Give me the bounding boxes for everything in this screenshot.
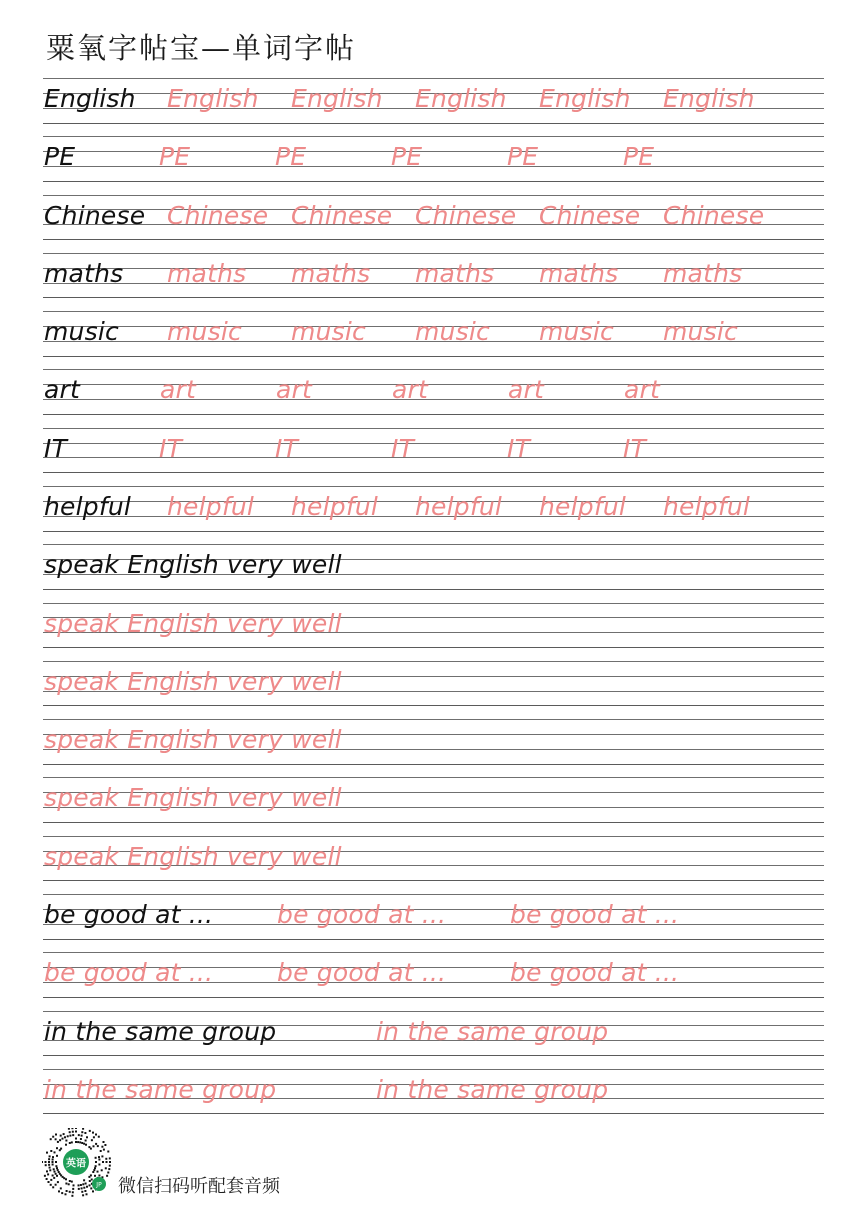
- guide-line: [43, 311, 824, 312]
- model-word: English: [44, 84, 136, 113]
- model-word: PE: [44, 142, 76, 172]
- guide-line: [43, 1011, 824, 1012]
- practice-row: [43, 836, 824, 881]
- model-word: be good at ...: [44, 899, 214, 929]
- guide-line: [43, 428, 824, 429]
- trace-word: Chinese: [663, 200, 765, 230]
- trace-word: IT: [159, 433, 183, 463]
- trace-word: IT: [623, 433, 647, 463]
- trace-word: Chinese: [539, 200, 641, 230]
- model-word: speak English very well: [44, 550, 342, 580]
- guide-line: [43, 589, 824, 590]
- model-word: art: [44, 375, 81, 405]
- guide-line: [43, 486, 824, 487]
- practice-row: [43, 603, 824, 648]
- practice-row: [43, 777, 824, 822]
- trace-word: music: [415, 317, 490, 347]
- guide-line: [43, 414, 824, 415]
- trace-word: maths: [663, 258, 743, 288]
- guide-line: [43, 880, 824, 881]
- trace-word: art: [160, 375, 197, 405]
- practice-row: [43, 894, 824, 939]
- guide-line: [43, 764, 824, 765]
- practice-row: [43, 719, 824, 764]
- trace-word: Chinese: [291, 200, 393, 230]
- guide-line: [43, 1055, 824, 1056]
- guide-line: [43, 997, 824, 998]
- trace-word: music: [291, 317, 366, 347]
- guide-line: [43, 123, 824, 124]
- trace-word: helpful: [415, 491, 503, 521]
- trace-word: Chinese: [415, 200, 517, 230]
- model-word: IT: [44, 433, 68, 463]
- trace-word: be good at ...: [510, 958, 680, 988]
- trace-word: be good at ...: [277, 958, 447, 988]
- trace-word: be good at ...: [510, 899, 680, 929]
- qr-code-icon[interactable]: [42, 1128, 114, 1200]
- practice-row: [43, 1011, 824, 1056]
- model-word: music: [44, 317, 119, 347]
- guide-line: [43, 894, 824, 895]
- trace-word: in the same group: [376, 1016, 609, 1046]
- guide-line: [43, 603, 824, 604]
- guide-line: [43, 531, 824, 532]
- guide-line: [43, 705, 824, 706]
- practice-row: [43, 369, 824, 414]
- guide-line: [43, 822, 824, 823]
- guide-line: [43, 369, 824, 370]
- audio-caption: 微信扫码听配套音频: [118, 1176, 280, 1197]
- guide-line: [43, 239, 824, 240]
- trace-word: English: [167, 84, 259, 113]
- guide-line: [43, 78, 824, 79]
- trace-word: art: [392, 375, 429, 405]
- trace-word: in the same group: [44, 1074, 277, 1104]
- trace-word: English: [291, 84, 383, 113]
- practice-row: [43, 661, 824, 706]
- guide-line: [43, 181, 824, 182]
- trace-word: speak English very well: [44, 608, 342, 638]
- guide-line: [43, 836, 824, 837]
- guide-line: [43, 356, 824, 357]
- trace-word: helpful: [167, 491, 255, 521]
- guide-line: [43, 719, 824, 720]
- trace-word: PE: [391, 142, 423, 172]
- trace-word: art: [624, 375, 661, 405]
- practice-sheet: [43, 78, 824, 1127]
- guide-line: [43, 939, 824, 940]
- guide-line: [43, 952, 824, 953]
- trace-word: speak English very well: [44, 666, 342, 696]
- trace-word: maths: [539, 258, 619, 288]
- trace-word: IT: [507, 433, 531, 463]
- model-word: Chinese: [44, 200, 146, 230]
- trace-word: English: [415, 84, 507, 113]
- trace-word: Chinese: [167, 200, 269, 230]
- trace-word: be good at ...: [44, 958, 214, 988]
- trace-word: maths: [291, 258, 371, 288]
- trace-word: helpful: [291, 491, 379, 521]
- guide-line: [43, 195, 824, 196]
- practice-row: [43, 136, 824, 181]
- guide-line: [43, 1069, 824, 1070]
- qr-corner-label: JP: [96, 1181, 102, 1189]
- trace-word: maths: [167, 258, 247, 288]
- trace-word: maths: [415, 258, 495, 288]
- trace-word: IT: [275, 433, 299, 463]
- trace-word: music: [539, 317, 614, 347]
- trace-word: English: [663, 84, 755, 113]
- trace-word: speak English very well: [44, 841, 342, 871]
- trace-word: in the same group: [376, 1074, 609, 1104]
- practice-row: [43, 1069, 824, 1114]
- practice-row: [43, 428, 824, 473]
- trace-word: speak English very well: [44, 783, 342, 813]
- guide-line: [43, 661, 824, 662]
- guide-line: [43, 544, 824, 545]
- practice-row: [43, 311, 824, 356]
- page-title: 粟氧字帖宝—单词字帖: [46, 31, 357, 65]
- trace-word: speak English very well: [44, 725, 342, 755]
- practice-row: [43, 253, 824, 298]
- trace-word: English: [539, 84, 631, 113]
- trace-word: art: [508, 375, 545, 405]
- practice-row: [43, 486, 824, 531]
- guide-line: [43, 647, 824, 648]
- model-word: maths: [44, 258, 124, 288]
- guide-line: [43, 777, 824, 778]
- trace-word: music: [167, 317, 242, 347]
- guide-line: [43, 1113, 824, 1114]
- practice-row: [43, 544, 824, 589]
- practice-row: [43, 195, 824, 240]
- guide-line: [43, 297, 824, 298]
- trace-word: music: [663, 317, 738, 347]
- trace-word: IT: [391, 433, 415, 463]
- qr-badge-label: 英语: [66, 1158, 86, 1170]
- trace-word: be good at ...: [277, 899, 447, 929]
- trace-word: helpful: [539, 491, 627, 521]
- trace-word: PE: [507, 142, 539, 172]
- trace-word: art: [276, 375, 313, 405]
- model-word: helpful: [44, 491, 132, 521]
- guide-line: [43, 253, 824, 254]
- trace-word: helpful: [663, 491, 751, 521]
- trace-word: PE: [159, 142, 191, 172]
- practice-row: [43, 952, 824, 997]
- guide-line: [43, 136, 824, 137]
- model-word: in the same group: [44, 1016, 277, 1046]
- trace-word: PE: [623, 142, 655, 172]
- trace-word: PE: [275, 142, 307, 172]
- guide-line: [43, 472, 824, 473]
- practice-row: [43, 78, 824, 123]
